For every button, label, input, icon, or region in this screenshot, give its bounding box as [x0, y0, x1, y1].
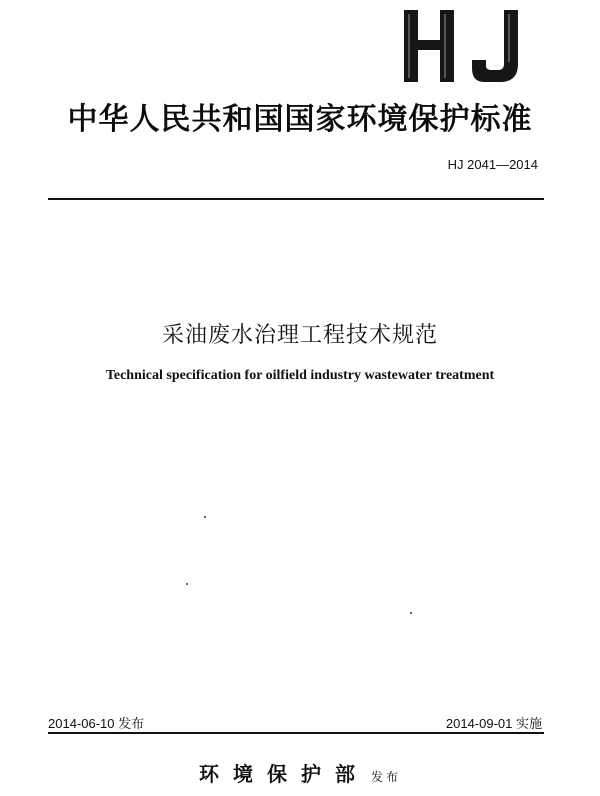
scan-speck [410, 612, 412, 614]
issuer-name: 环境保护部 [198, 762, 369, 786]
title-chinese: 采油废水治理工程技术规范 [161, 323, 438, 348]
implementation-date: 2014-09-01 实施 [445, 716, 542, 731]
scan-speck [204, 516, 206, 518]
hj-logo [400, 4, 535, 86]
standard-number: HJ 2041—2014 [447, 157, 538, 172]
hj-logo-graphic [400, 4, 535, 86]
issuer-suffix: 发布 [370, 770, 401, 784]
release-date: 2014-06-10 发布 [48, 716, 145, 731]
title-english: Technical specification for oilfield industry wastewater treatment [105, 368, 495, 383]
scan-speck [186, 583, 188, 585]
bottom-divider [48, 732, 544, 734]
top-divider [48, 198, 544, 200]
issuing-standard-category: 中华人民共和国国家环境保护标准 [67, 102, 533, 137]
issuer [0, 758, 600, 787]
